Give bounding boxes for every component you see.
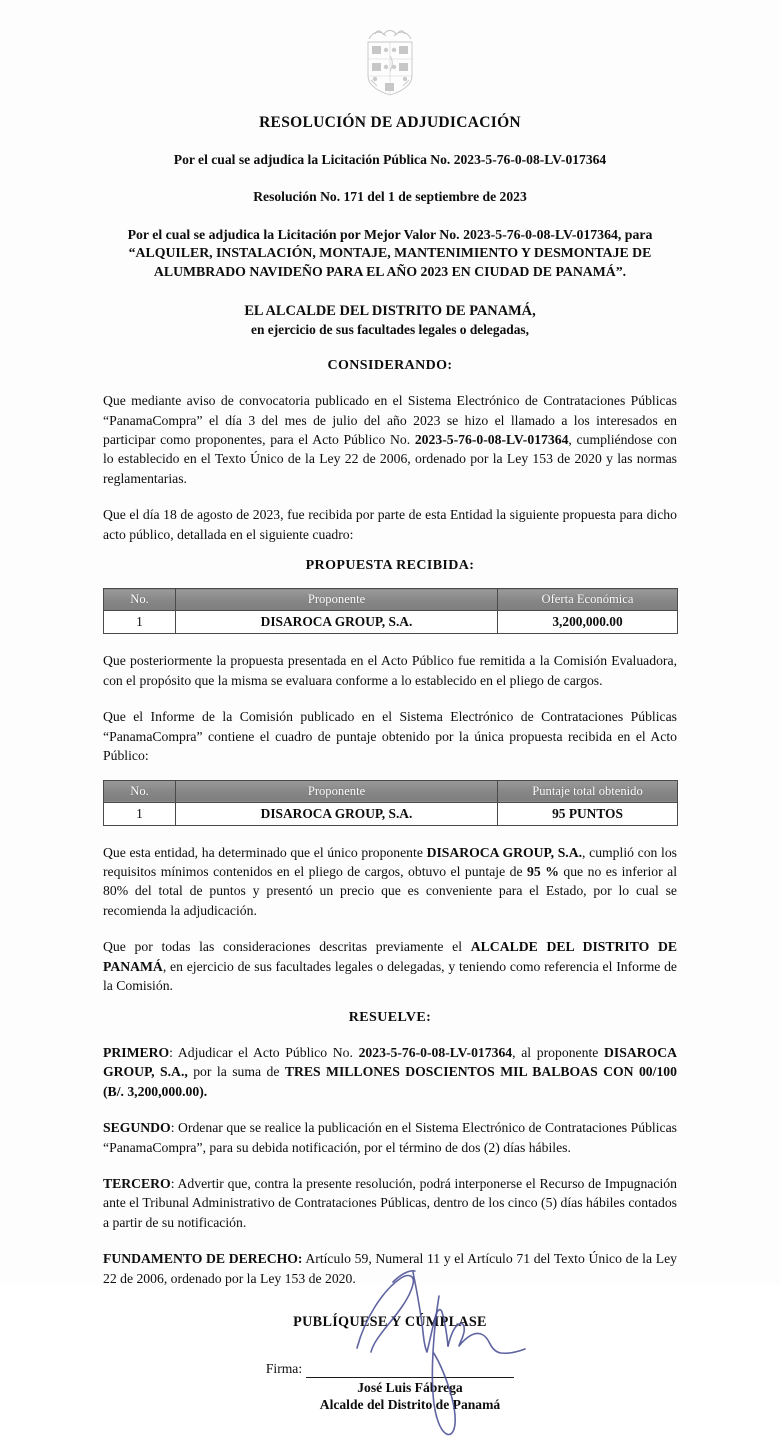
p5-text-c: que no es inferior al 80% del total de puntos y presentó un precio que es conveniente para el Estado, por lo cual se recomienda la adjudicación.	[103, 864, 678, 918]
signatory-name: José Luis Fábrega	[357, 1380, 463, 1396]
paragraph-evaluacion-resultado	[103, 843, 677, 921]
p5-proponente-name: DISAROCA GROUP, S.A.	[426, 844, 583, 860]
paragraph-consideraciones-alcalde	[103, 937, 677, 995]
primero-label: PRIMERO	[103, 1044, 170, 1060]
p5-puntaje-value: 95 %	[527, 864, 559, 879]
p5-text-b: , cumplió con los requisitos mínimos contenidos en el pliego de cargos, obtuvo el puntaje de	[103, 844, 677, 879]
resolution-number-line: Resolución No. 171 del 1 de septiembre de 2023	[253, 188, 527, 204]
signature-block	[103, 1314, 677, 1432]
cell-puntaje: 95 PUNTOS	[498, 802, 678, 825]
table-caption-propuesta: PROPUESTA RECIBIDA:	[305, 558, 475, 574]
p1-acto-publico-number: 2023-5-76-0-08-LV-017364	[414, 432, 569, 448]
table-header-oferta: Oferta Económica	[498, 589, 678, 611]
crest-container	[103, 0, 677, 98]
table-row	[104, 611, 678, 634]
signatory-role: Alcalde del Distrito de Panamá	[319, 1397, 501, 1413]
p6-text-b: , en ejercicio de sus facultades legales o delegadas, y teniendo como referencia el Informe de la Comisión.	[103, 958, 677, 994]
coat-of-arms-icon	[353, 26, 427, 98]
p6-text-a: Que por todas las consideraciones descritas previamente el	[103, 939, 471, 955]
table-header-row	[104, 589, 678, 611]
subtitle-licitacion: Por el cual se adjudica la Licitación Pública No. 2023-5-76-0-08-LV-017364	[173, 152, 607, 167]
cell-no: 1	[104, 611, 176, 634]
cell-proponente: DISAROCA GROUP, S.A.	[176, 802, 498, 825]
object-line-2: “ALQUILER, INSTALACIÓN, MONTAJE, MANTENIMIENTO Y DESMONTAJE DE	[128, 245, 652, 261]
table-propuesta-recibida	[103, 588, 678, 634]
table-header-no: No.	[104, 780, 176, 802]
p1-text-a: Que mediante aviso de convocatoria publicado en el Sistema Electrónico de Contrataciones Públicas “PanamaCompra” el día 3 del mes de julio del año 2023 se hizo el llamado a los interesados en participar como proponentes, para el Acto Público No.	[103, 393, 677, 448]
paragraph-convocatoria	[103, 391, 677, 488]
p5-text-a: Que esta entidad, ha determinado que el único proponente	[103, 844, 427, 860]
publiquese-heading: PUBLÍQUESE Y CÚMPLASE	[293, 1314, 487, 1331]
segundo-text: : Ordenar que se realice la publicación en el Sistema Electrónico de Contrataciones Públicas “PanamaCompra”, para su debida notificación, por el término de dos (2) días hábiles.	[103, 1120, 677, 1155]
fundamento-text: Artículo 59, Numeral 11 y el Artículo 71 del Texto Único de la Ley 22 de 2006, ordenado por la Ley 153 de 2020.	[103, 1251, 677, 1286]
cell-proponente: DISAROCA GROUP, S.A.	[176, 611, 498, 634]
primero-text-c: por la suma de	[187, 1064, 285, 1080]
fundamento-label: FUNDAMENTO DE DERECHO:	[103, 1251, 303, 1267]
firma-label: Firma:	[265, 1361, 303, 1377]
table-header-proponente: Proponente	[176, 589, 498, 611]
paragraph-comision-evaluadora: Que posteriormente la propuesta presentada en el Acto Público fue remitida a la Comisión Evaluadora, con el propósito que la misma se evaluara conforme a lo establecido en el pliego de cargos.	[103, 653, 677, 688]
primero-text-a: : Adjudicar el Acto Público No.	[169, 1044, 359, 1060]
authority-line-1: EL ALCALDE DEL DISTRITO DE PANAMÁ,	[244, 302, 536, 319]
table-row	[104, 802, 678, 825]
signature-line	[306, 1362, 514, 1378]
primero-acto-number: 2023-5-76-0-08-LV-017364	[358, 1044, 513, 1060]
resuelve-heading	[103, 1010, 677, 1026]
segundo-label: SEGUNDO	[103, 1120, 171, 1136]
p6-alcalde-title: ALCALDE DEL DISTRITO DE PANAMÁ	[103, 939, 678, 974]
p1-text-b: , cumpliéndose con lo establecido en el Texto Único de la Ley 22 de 2006, ordenado por la Ley 153 de 2020 y las normas reglamentarias.	[103, 432, 677, 486]
resuelve-colon: :	[426, 1009, 432, 1025]
authority-line-2: en ejercicio de sus facultades legales o delegadas,	[251, 321, 529, 337]
authority-block	[103, 302, 677, 338]
object-line-3: ALUMBRADO NAVIDEÑO PARA EL AÑO 2023 EN CIUDAD DE PANAMÁ”.	[153, 263, 627, 279]
section-fundamento-derecho	[103, 1249, 677, 1288]
section-segundo	[103, 1118, 677, 1157]
primero-monto: TRES MILLONES DOSCIENTOS MIL BALBOAS CON 00/100 (B/. 3,200,000.00).	[103, 1064, 677, 1099]
document-content	[103, 0, 677, 1432]
cell-no: 1	[104, 802, 176, 825]
primero-proponente: DISAROCA GROUP, S.A.,	[103, 1044, 678, 1080]
table-header-row	[104, 780, 678, 802]
cell-oferta: 3,200,000.00	[498, 611, 678, 634]
primero-text-b: , al proponente	[512, 1044, 604, 1060]
table-header-no: No.	[104, 589, 176, 611]
table-puntaje	[103, 780, 678, 826]
table-header-puntaje: Puntaje total obtenido	[498, 780, 678, 802]
paragraph-informe-comision: Que el Informe de la Comisión publicado en el Sistema Electrónico de Contrataciones Públicas “PanamaCompra” contiene el cuadro de puntaje obtenido por la única propuesta recibida en el Acto Público:	[103, 709, 677, 764]
table-header-proponente: Proponente	[176, 780, 498, 802]
resuelve-word: RESUELVE	[348, 1009, 427, 1025]
object-block	[103, 226, 677, 281]
page-title: RESOLUCIÓN DE ADJUDICACIÓN	[259, 114, 521, 131]
tercero-text: : Advertir que, contra la presente resolución, podrá interponerse el Recurso de Impugnación ante el Tribunal Administrativo de Contrataciones Públicas, dentro de los cinco (5) días hábiles contados a partir de su notificación.	[103, 1175, 677, 1230]
section-primero	[103, 1043, 677, 1101]
firma-row	[103, 1361, 677, 1378]
object-line-1: Por el cual se adjudica la Licitación por Mejor Valor No. 2023-5-76-0-08-LV-017364, para	[127, 226, 653, 242]
tercero-label: TERCERO	[103, 1175, 171, 1191]
section-tercero	[103, 1174, 677, 1232]
paragraph-propuesta-recibida: Que el día 18 de agosto de 2023, fue recibida por parte de esta Entidad la siguiente propuesta para dicho acto público, detallada en el siguiente cuadro:	[103, 507, 677, 542]
considerando-heading: CONSIDERANDO:	[327, 358, 453, 374]
